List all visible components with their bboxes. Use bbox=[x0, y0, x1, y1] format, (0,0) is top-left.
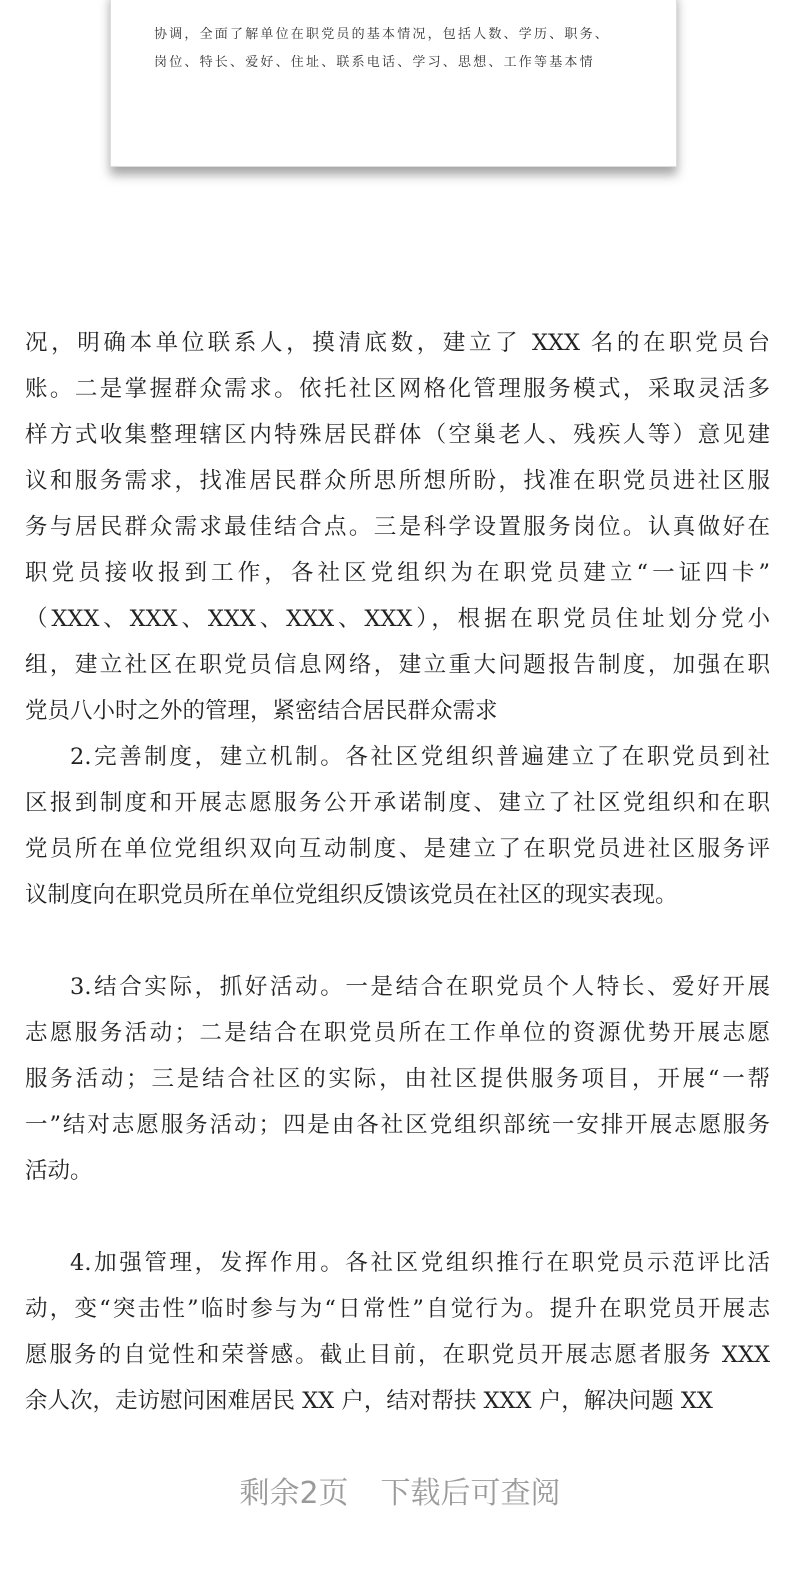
download-prompt[interactable] bbox=[0, 1468, 800, 1512]
text-line: 党员所在单位党组织双向互动制度、是建立了在职党员进社区服务评 bbox=[25, 836, 770, 862]
text-line: 务与居民群众需求最佳结合点。三是科学设置服务岗位。认真做好在 bbox=[25, 514, 770, 540]
document-body bbox=[25, 320, 770, 1424]
remaining-pages-label: 剩余2页 bbox=[239, 1476, 349, 1511]
paragraph-spacer bbox=[25, 918, 770, 964]
text-line: 余人次，走访慰问困难居民 XX 户，结对帮扶 XXX 户，解决问题 XX bbox=[25, 1388, 713, 1414]
text-line: 3.结合实际，抓好活动。一是结合在职党员个人特长、爱好开展 bbox=[70, 974, 770, 1000]
text-line: 样方式收集整理辖区内特殊居民群体（空巢老人、残疾人等）意见建 bbox=[25, 422, 770, 448]
text-line: 议和服务需求，找准居民群众所思所想所盼，找准在职党员进社区服 bbox=[25, 468, 770, 494]
card-text-line: 岗位、特长、爱好、住址、联系电话、学习、思想、工作等基本情 bbox=[154, 55, 595, 70]
paragraph bbox=[25, 1240, 770, 1424]
card-text-line: 协调，全面了解单位在职党员的基本情况，包括人数、学历、职务、 bbox=[154, 27, 611, 42]
text-line: 党员八小时之外的管理，紧密结合居民群众需求 bbox=[25, 698, 498, 724]
text-line: （XXX、XXX、XXX、XXX、XXX），根据在职党员住址划分党小 bbox=[25, 606, 770, 632]
text-line: 议制度向在职党员所在单位党组织反馈该党员在社区的现实表现。 bbox=[25, 882, 678, 908]
text-line: 况，明确本单位联系人，摸清底数，建立了 XXX 名的在职党员台 bbox=[25, 330, 770, 356]
paragraph bbox=[25, 320, 770, 734]
text-line: 活动。 bbox=[25, 1158, 93, 1184]
text-line: 动，变“突击性”临时参与为“日常性”自觉行为。提升在职党员开展志 bbox=[25, 1296, 770, 1322]
text-line: 志愿服务活动；二是结合在职党员所在工作单位的资源优势开展志愿 bbox=[25, 1020, 770, 1046]
preview-page-card bbox=[110, 0, 677, 167]
paragraph-spacer bbox=[25, 1194, 770, 1240]
text-line: 区报到制度和开展志愿服务公开承诺制度、建立了社区党组织和在职 bbox=[25, 790, 770, 816]
text-line: 2.完善制度，建立机制。各社区党组织普遍建立了在职党员到社 bbox=[70, 744, 770, 770]
text-line: 职党员接收报到工作，各社区党组织为在职党员建立“一证四卡” bbox=[25, 560, 770, 586]
text-line: 账。二是掌握群众需求。依托社区网格化管理服务模式，采取灵活多 bbox=[25, 376, 770, 402]
text-line: 服务活动；三是结合社区的实际，由社区提供服务项目，开展“一帮 bbox=[25, 1066, 770, 1092]
paragraph bbox=[25, 734, 770, 918]
text-line: 愿服务的自觉性和荣誉感。截止目前，在职党员开展志愿者服务 XXX bbox=[25, 1342, 770, 1368]
download-hint-label: 下载后可查阅 bbox=[380, 1476, 561, 1511]
text-line: 一”结对志愿服务活动；四是由各社区党组织部统一安排开展志愿服务 bbox=[25, 1112, 770, 1138]
text-line: 组，建立社区在职党员信息网络，建立重大问题报告制度，加强在职 bbox=[25, 652, 770, 678]
paragraph bbox=[25, 964, 770, 1194]
text-line: 4.加强管理，发挥作用。各社区党组织推行在职党员示范评比活 bbox=[70, 1250, 770, 1276]
